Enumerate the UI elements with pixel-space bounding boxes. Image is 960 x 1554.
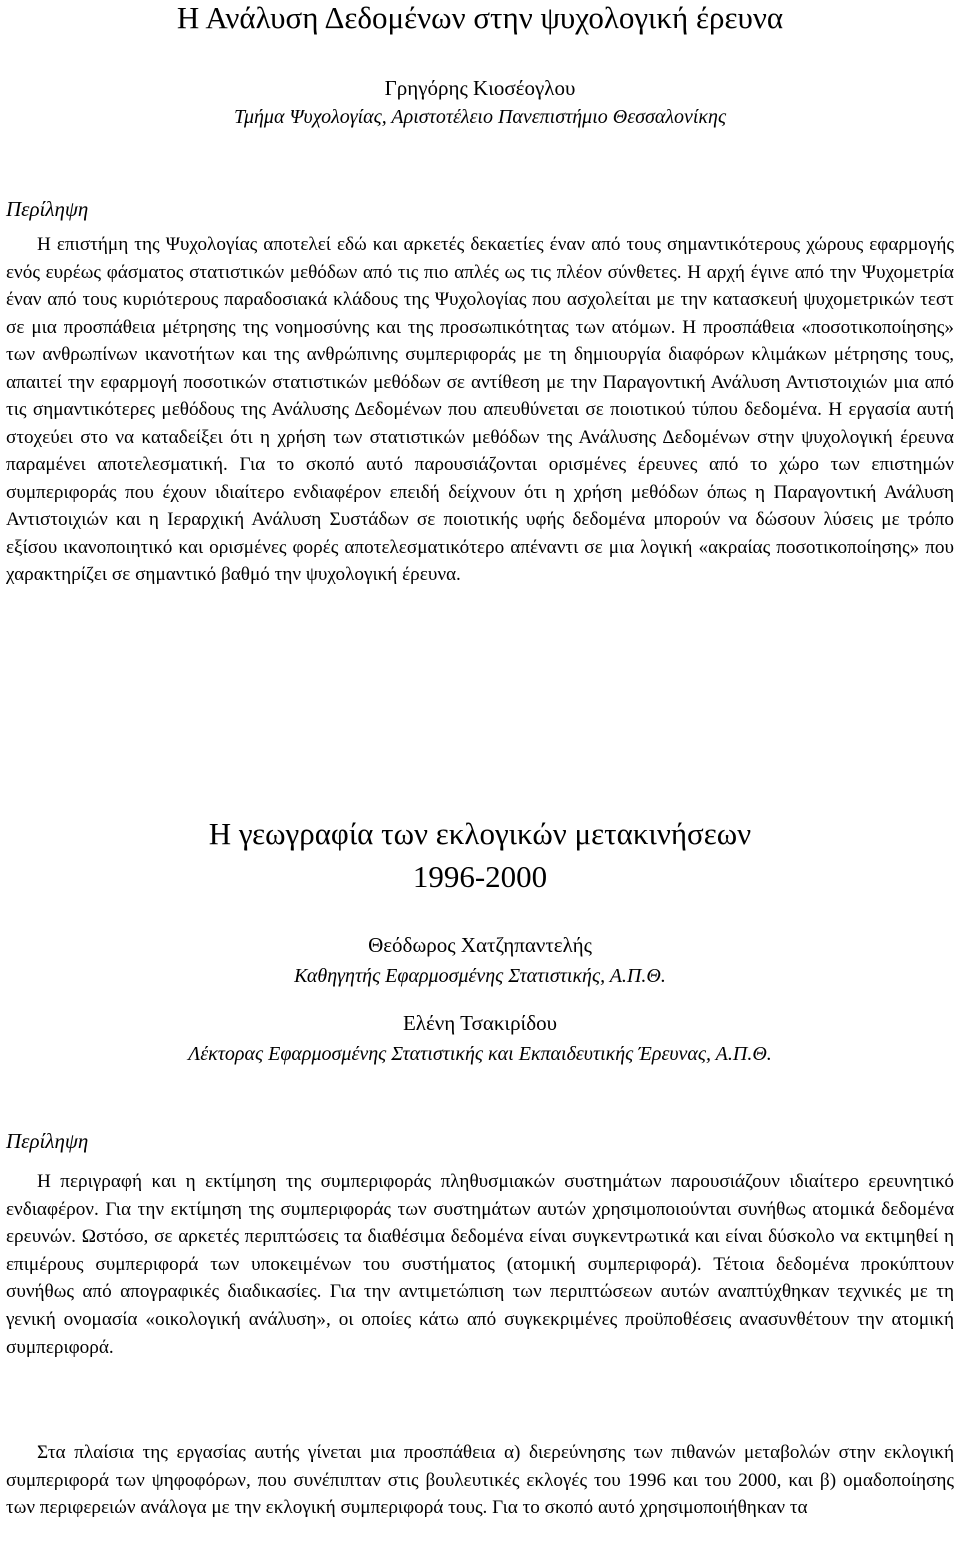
abstract-heading: Περίληψη [6, 197, 89, 221]
author-affiliation: Τμήμα Ψυχολογίας, Αριστοτέλειο Πανεπιστήμιο Θεσσαλονίκης [233, 106, 727, 128]
second-paper-affiliation-1: Καθηγητής Εφαρμοσμένης Στατιστικής, Α.Π.Θ. [294, 965, 666, 987]
second-abstract-paragraph-2: Στα πλαίσια της εργασίας αυτής γίνεται μια προσπάθεια α) διερεύνησης των πιθανών μεταβολών στην εκλογική συμπεριφορά των ψηφοφόρων, που συνέπιπταν στις βουλευτικές εκλογές του 1996 και του 2000, και β) ομαδοποίησης των περιφερειών ανάλογα με την εκλογική συμπεριφορά τους. Για το σκοπό αυτό χρησιμοποιήθηκαν τα [6, 1442, 954, 1519]
paper-title: Η Ανάλυση Δεδομένων στην ψυχολογική έρευνα [176, 0, 784, 35]
second-paper-title [0, 812, 960, 898]
author-name: Γρηγόρης Κιοσέογλου [384, 76, 576, 100]
second-abstract-paragraph-1: Η περιγραφή και η εκτίμηση της συμπεριφοράς πληθυσμιακών συστημάτων παρουσιάζουν ιδιαίτερο ερευνητικό ενδιαφέρον. Για την εκτίμηση της συμπεριφοράς των συστημάτων αυτών χρησιμοποιούνται συνήθως ατομικά δεδομένα ερευνών. Ωστόσο, σε αρκετές περιπτώσεις τα διαθέσιμα δεδομένα είναι συγκεντρωτικά και είναι δύσκολο να εκτιμηθεί η επιμέρους συμπεριφορά των υποκειμένων του συστήματος (ατομική συμπεριφορά). Τέτοια δεδομένα προκύπτουν συνήθως από απογραφικές διαδικασίες. Για την αντιμετώπιση των περιπτώσεων αυτών αναπτύχθηκαν τεχνικές με τη γενική ονομασία «οικολογική ανάλυση», οι οποίες κάτω από συγκεκριμένες προϋποθέσεις ανασυνθέτουν την ατομική συμπεριφορά. [6, 1171, 954, 1358]
second-paper-author-1: Θεόδωρος Χατζηπαντελής [368, 933, 592, 957]
abstract-paragraph: Η επιστήμη της Ψυχολογίας αποτελεί εδώ και αρκετές δεκαετίες έναν από τους σημαντικότερους χώρους εφαρμογής ενός ευρέως φάσματος στατιστικών μεθόδων από τις πιο απλές ως τις πλέον σύνθετες. Η αρχή έγινε από την Ψυχομετρία έναν από τους κυριότερους παραδοσιακά κλάδους της Ψυχολογίας που ασχολείται με την κατασκευή ψυχομετρικών τεστ σε μια προσπάθεια μέτρησης της νοημοσύνης και της προσωπικότητας των ατόμων. Η προσπάθεια «ποσοτικοποίησης» των ανθρωπίνων ικανοτήτων και της ανθρώπινης συμπεριφοράς με τη δημιουργία διαφόρων κλιμάκων μέτρησης τους, απαιτεί την εφαρμογή ποσοτικών στατιστικών μεθόδων σε αντίθεση με την Παραγοντική Ανάλυση Αντιστοιχιών μια από τις σημαντικότερες μεθόδους της Ανάλυσης Δεδομένων που απευθύνεται σε ποιοτικού τύπου δεδομένα. Η εργασία αυτή στοχεύει στο να καταδείξει ότι η χρήση των στατιστικών μεθόδων της Ανάλυσης Δεδομένων στην ψυχολογική έρευνα παραμένει αποτελεσματική. Για το σκοπό αυτό παρουσιάζονται ορισμένες έρευνες από το χώρο των επιστημών συμπεριφοράς που έχουν ιδιαίτερο ενδιαφέρον επειδή δείχνουν ότι η χρήση μεθόδων όπως η Παραγοντική Ανάλυση Αντιστοιχιών και η Ιεραρχική Ανάλυση Συστάδων σε ποιοτικής υφής δεδομένα μπορούν να δώσουν λύσεις με τρόπο εξίσου ικανοποιητικό και ορισμένες φορές αποτελεσματικότερο απέναντι σε μια λογική «ακραίας ποσοτικοποίησης» που χαρακτηρίζει σε σημαντικό βαθμό την ψυχολογική έρευνα. [6, 234, 954, 585]
second-paper-title-line2: 1996-2000 [412, 859, 548, 894]
second-paper-title-line1: Η γεωγραφία των εκλογικών μετακινήσεων [208, 816, 752, 851]
second-paper-affiliation-2: Λέκτορας Εφαρμοσμένης Στατιστικής και Εκπαιδευτικής Έρευνας, Α.Π.Θ. [188, 1043, 772, 1065]
second-abstract-heading: Περίληψη [6, 1129, 89, 1153]
second-paper-author-2: Ελένη Τσακιρίδου [402, 1011, 558, 1035]
